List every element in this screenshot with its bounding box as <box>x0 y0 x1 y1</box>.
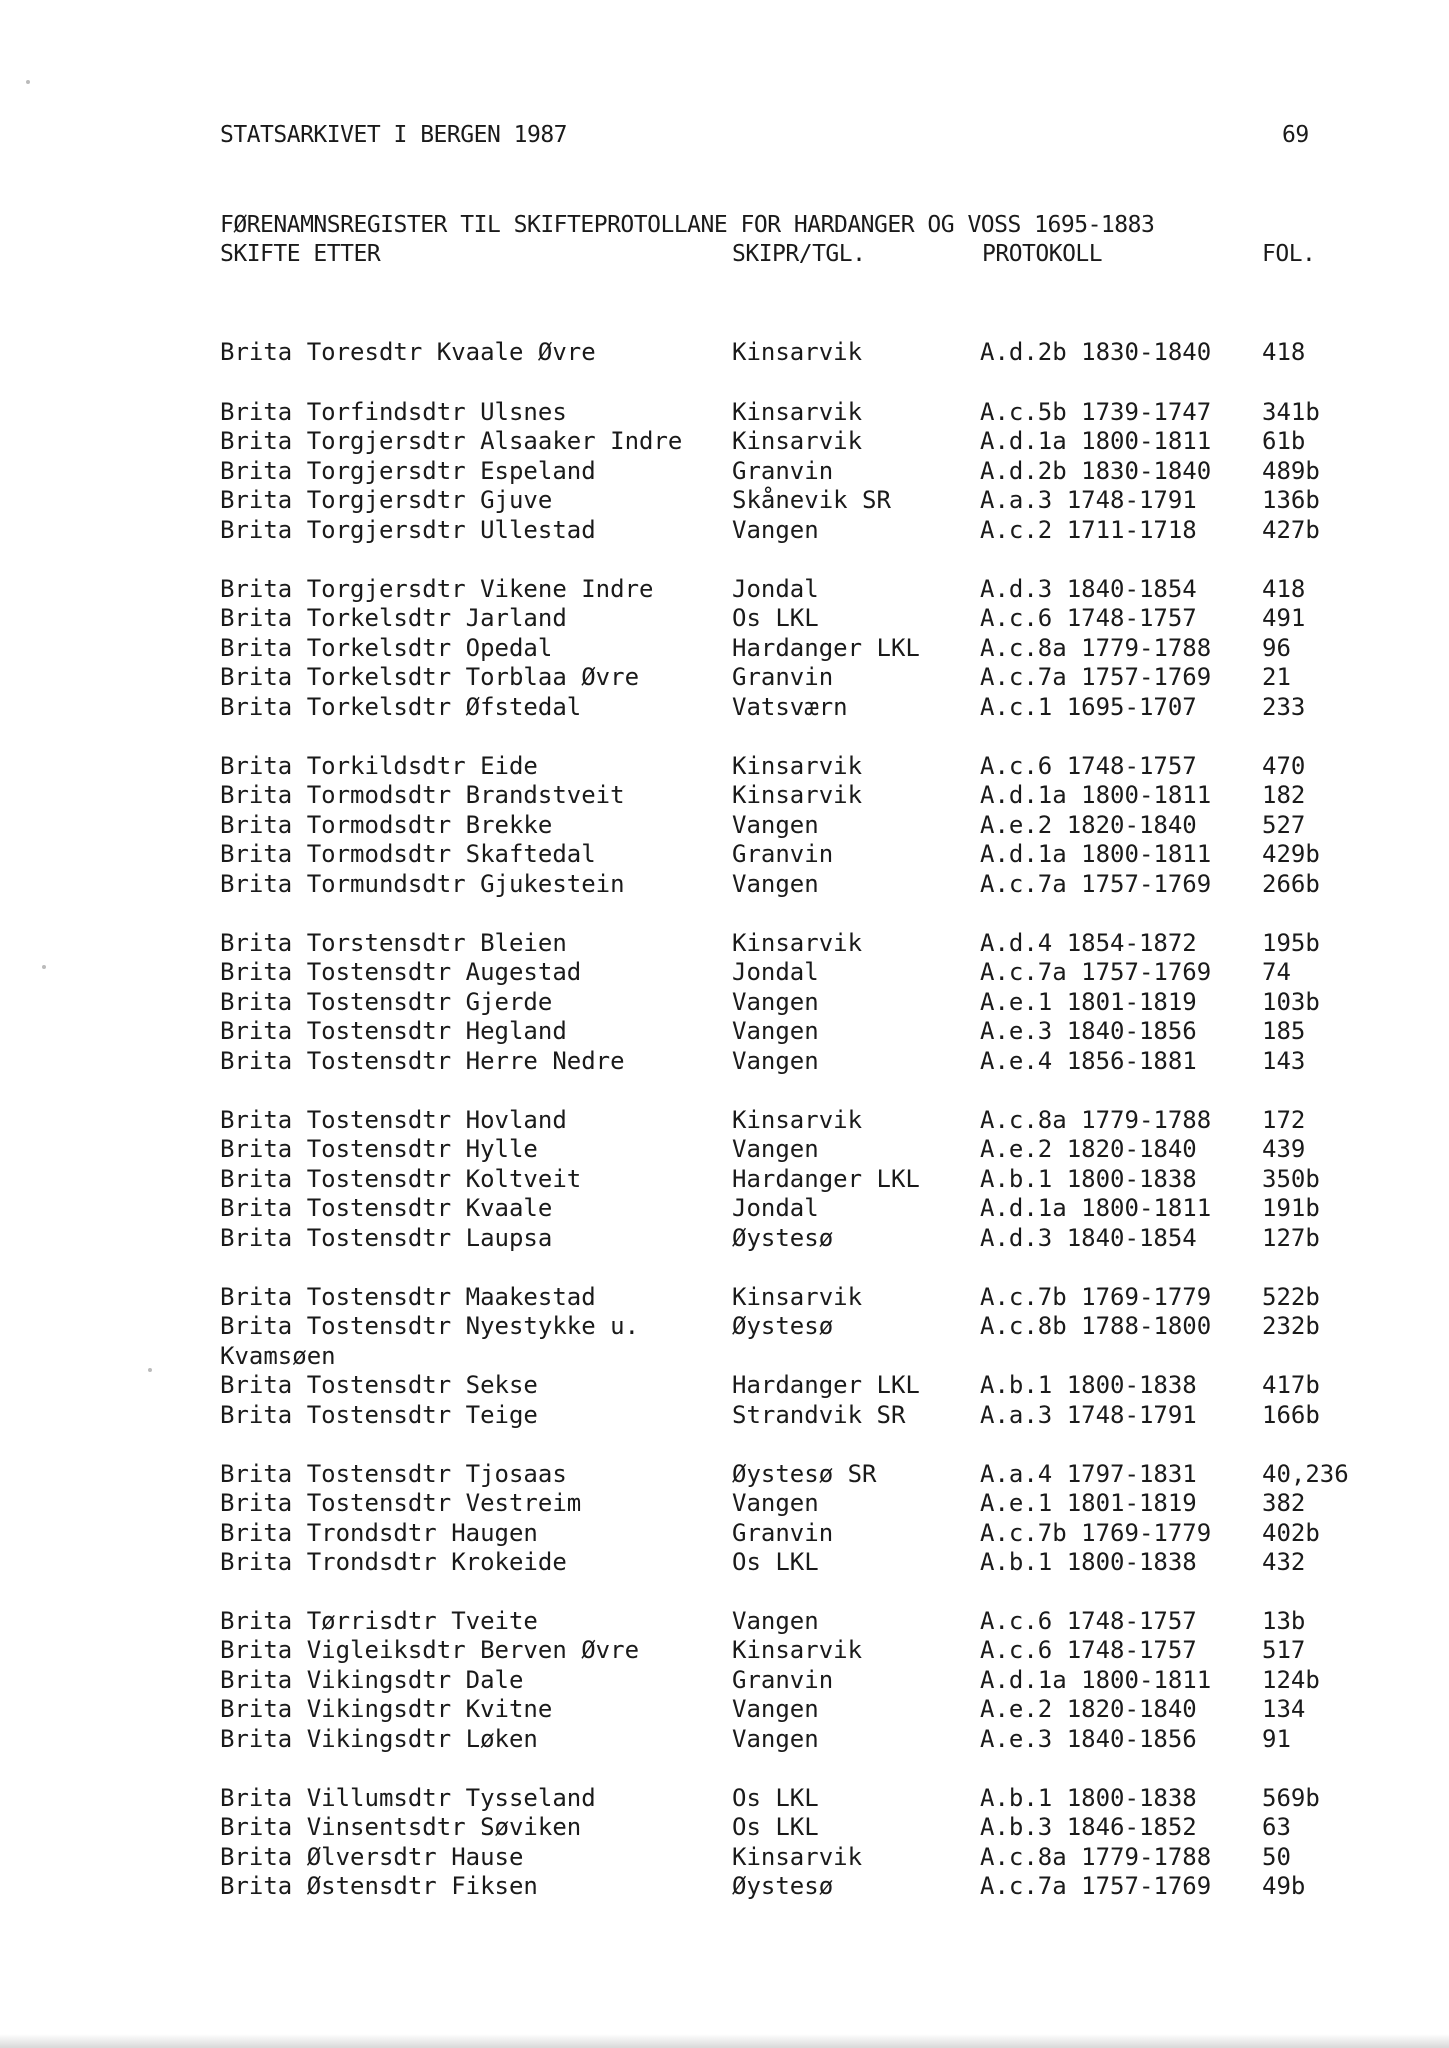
entry-name: Brita Tostensdtr Augestad <box>220 958 582 986</box>
register-row <box>0 1872 1449 1901</box>
register-row <box>0 988 1449 1017</box>
entry-protokoll: A.c.6 1748-1757 <box>980 1636 1197 1664</box>
register-row <box>0 1519 1449 1548</box>
entry-skipr: Strandvik SR <box>732 1401 906 1429</box>
entry-fol: 402b <box>1262 1519 1320 1547</box>
entry-protokoll: A.a.4 1797-1831 <box>980 1460 1197 1488</box>
entry-fol: 470 <box>1262 752 1306 780</box>
entry-protokoll: A.d.1a 1800-1811 <box>980 1666 1212 1694</box>
register-row <box>0 575 1449 604</box>
entry-protokoll: A.e.2 1820-1840 <box>980 1695 1197 1723</box>
entry-protokoll: A.e.1 1801-1819 <box>980 1489 1197 1517</box>
entry-fol: 350b <box>1262 1165 1320 1193</box>
register-row <box>0 693 1449 722</box>
entry-protokoll: A.c.7a 1757-1769 <box>980 1872 1212 1900</box>
entry-skipr: Hardanger LKL <box>732 1371 920 1399</box>
entry-fol: 136b <box>1262 486 1320 514</box>
entry-skipr: Vangen <box>732 1047 819 1075</box>
entry-protokoll: A.d.3 1840-1854 <box>980 575 1197 603</box>
entry-skipr: Kinsarvik <box>732 929 863 957</box>
entry-skipr: Jondal <box>732 1194 819 1222</box>
entry-name: Kvamsøen <box>220 1342 336 1370</box>
register-row <box>0 1666 1449 1695</box>
entry-protokoll: A.c.7a 1757-1769 <box>980 663 1212 691</box>
entry-protokoll: A.d.1a 1800-1811 <box>980 781 1212 809</box>
entry-protokoll: A.c.8a 1779-1788 <box>980 1843 1212 1871</box>
entry-protokoll: A.b.1 1800-1838 <box>980 1371 1197 1399</box>
entry-skipr: Vangen <box>732 1607 819 1635</box>
register-row <box>0 1607 1449 1636</box>
entry-name: Brita Villumsdtr Tysseland <box>220 1784 596 1812</box>
entry-protokoll: A.c.7b 1769-1779 <box>980 1519 1212 1547</box>
entry-name: Brita Torgjersdtr Ullestad <box>220 516 596 544</box>
entry-fol: 185 <box>1262 1017 1306 1045</box>
entry-skipr: Øystesø <box>732 1224 834 1252</box>
entry-protokoll: A.c.6 1748-1757 <box>980 1607 1197 1635</box>
entry-fol: 134 <box>1262 1695 1306 1723</box>
entry-name: Brita Tormodsdtr Brekke <box>220 811 553 839</box>
entry-name: Brita Østensdtr Fiksen <box>220 1872 538 1900</box>
entry-protokoll: A.d.1a 1800-1811 <box>980 840 1212 868</box>
entry-skipr: Kinsarvik <box>732 427 863 455</box>
entry-skipr: Kinsarvik <box>732 781 863 809</box>
entry-fol: 40,236 <box>1262 1460 1349 1488</box>
entry-name: Brita Tostensdtr Gjerde <box>220 988 553 1016</box>
entry-fol: 195b <box>1262 929 1320 957</box>
register-row <box>0 427 1449 456</box>
register-row <box>0 1548 1449 1577</box>
entry-skipr: Os LKL <box>732 1784 819 1812</box>
page-edge-shadow <box>0 2034 1449 2048</box>
entry-name: Brita Tørrisdtr Tveite <box>220 1607 538 1635</box>
entry-fol: 182 <box>1262 781 1306 809</box>
register-row <box>0 634 1449 663</box>
entry-name: Brita Tormodsdtr Skaftedal <box>220 840 596 868</box>
entry-name: Brita Torgjersdtr Vikene Indre <box>220 575 654 603</box>
scan-speck <box>148 1368 152 1372</box>
register-row <box>0 1312 1449 1341</box>
entry-protokoll: A.e.3 1840-1856 <box>980 1725 1197 1753</box>
entry-name: Brita Tostensdtr Nyestykke u. <box>220 1312 640 1340</box>
column-header-protokoll: PROTOKOLL <box>982 241 1103 267</box>
entry-skipr: Vangen <box>732 1695 819 1723</box>
entry-skipr: Vangen <box>732 870 819 898</box>
entry-fol: 91 <box>1262 1725 1291 1753</box>
entry-fol: 172 <box>1262 1106 1306 1134</box>
entry-name: Brita Torkelsdtr Torblaa Øvre <box>220 663 640 691</box>
register-row <box>0 958 1449 987</box>
register-row <box>0 516 1449 545</box>
entry-protokoll: A.c.7a 1757-1769 <box>980 870 1212 898</box>
register-row <box>0 486 1449 515</box>
scan-speck <box>42 965 46 969</box>
entry-protokoll: A.c.8b 1788-1800 <box>980 1312 1212 1340</box>
entry-protokoll: A.a.3 1748-1791 <box>980 486 1197 514</box>
entry-name: Brita Torkelsdtr Opedal <box>220 634 553 662</box>
entry-protokoll: A.c.5b 1739-1747 <box>980 398 1212 426</box>
entry-name: Brita Tostensdtr Teige <box>220 1401 538 1429</box>
entry-skipr: Kinsarvik <box>732 1636 863 1664</box>
entry-protokoll: A.c.7a 1757-1769 <box>980 958 1212 986</box>
entry-protokoll: A.e.2 1820-1840 <box>980 811 1197 839</box>
entry-skipr: Øystesø <box>732 1872 834 1900</box>
register-row <box>0 1224 1449 1253</box>
entry-protokoll: A.b.3 1846-1852 <box>980 1813 1197 1841</box>
entry-protokoll: A.d.2b 1830-1840 <box>980 338 1212 366</box>
entry-fol: 233 <box>1262 693 1306 721</box>
entry-name: Brita Torgjersdtr Gjuve <box>220 486 553 514</box>
register-row <box>0 1636 1449 1665</box>
register-row <box>0 1401 1449 1430</box>
register-row <box>0 840 1449 869</box>
entry-skipr: Kinsarvik <box>732 1283 863 1311</box>
entry-name: Brita Tormundsdtr Gjukestein <box>220 870 625 898</box>
entry-fol: 432 <box>1262 1548 1306 1576</box>
entry-fol: 96 <box>1262 634 1291 662</box>
register-row <box>0 338 1449 367</box>
entry-skipr: Os LKL <box>732 604 819 632</box>
register-row <box>0 1725 1449 1754</box>
entry-name: Brita Vinsentsdtr Søviken <box>220 1813 582 1841</box>
entry-skipr: Vatsværn <box>732 693 848 721</box>
entry-protokoll: A.e.2 1820-1840 <box>980 1135 1197 1163</box>
entry-fol: 439 <box>1262 1135 1306 1163</box>
entry-skipr: Vangen <box>732 988 819 1016</box>
entry-fol: 63 <box>1262 1813 1291 1841</box>
register-row <box>0 929 1449 958</box>
entry-name: Brita Tostensdtr Maakestad <box>220 1283 596 1311</box>
entry-protokoll: A.b.1 1800-1838 <box>980 1548 1197 1576</box>
entry-skipr: Granvin <box>732 1666 834 1694</box>
register-row <box>0 1135 1449 1164</box>
register-row <box>0 1371 1449 1400</box>
entry-name: Brita Vikingsdtr Kvitne <box>220 1695 553 1723</box>
entry-skipr: Skånevik SR <box>732 486 891 514</box>
entry-skipr: Hardanger LKL <box>732 634 920 662</box>
entry-skipr: Os LKL <box>732 1548 819 1576</box>
entry-skipr: Vangen <box>732 1017 819 1045</box>
register-row <box>0 663 1449 692</box>
entry-protokoll: A.d.4 1854-1872 <box>980 929 1197 957</box>
column-header-fol: FOL. <box>1262 241 1316 267</box>
entry-skipr: Jondal <box>732 575 819 603</box>
entry-fol: 103b <box>1262 988 1320 1016</box>
entry-fol: 143 <box>1262 1047 1306 1075</box>
entry-protokoll: A.a.3 1748-1791 <box>980 1401 1197 1429</box>
entry-name: Brita Tostensdtr Sekse <box>220 1371 538 1399</box>
entry-fol: 74 <box>1262 958 1291 986</box>
entry-protokoll: A.c.8a 1779-1788 <box>980 634 1212 662</box>
entry-name: Brita Torkelsdtr Jarland <box>220 604 567 632</box>
entry-name: Brita Ølversdtr Hause <box>220 1843 524 1871</box>
entry-name: Brita Vigleiksdtr Berven Øvre <box>220 1636 640 1664</box>
register-row <box>0 1342 1449 1371</box>
entry-protokoll: A.c.7b 1769-1779 <box>980 1283 1212 1311</box>
entry-name: Brita Tostensdtr Kvaale <box>220 1194 553 1222</box>
entry-name: Brita Vikingsdtr Løken <box>220 1725 538 1753</box>
entry-name: Brita Toresdtr Kvaale Øvre <box>220 338 596 366</box>
entry-fol: 232b <box>1262 1312 1320 1340</box>
entry-protokoll: A.c.2 1711-1718 <box>980 516 1197 544</box>
entry-skipr: Kinsarvik <box>732 338 863 366</box>
entry-protokoll: A.e.4 1856-1881 <box>980 1047 1197 1075</box>
entry-skipr: Øystesø SR <box>732 1460 877 1488</box>
entry-skipr: Kinsarvik <box>732 1106 863 1134</box>
entry-fol: 61b <box>1262 427 1306 455</box>
entry-name: Brita Torgjersdtr Alsaaker Indre <box>220 427 683 455</box>
entry-skipr: Vangen <box>732 1135 819 1163</box>
register-row <box>0 604 1449 633</box>
entry-protokoll: A.d.3 1840-1854 <box>980 1224 1197 1252</box>
entry-name: Brita Tostensdtr Tjosaas <box>220 1460 567 1488</box>
entry-name: Brita Torfindsdtr Ulsnes <box>220 398 567 426</box>
entry-name: Brita Vikingsdtr Dale <box>220 1666 524 1694</box>
entry-skipr: Vangen <box>732 811 819 839</box>
register-row <box>0 1460 1449 1489</box>
entry-fol: 50 <box>1262 1843 1291 1871</box>
entry-fol: 427b <box>1262 516 1320 544</box>
entry-name: Brita Trondsdtr Krokeide <box>220 1548 567 1576</box>
entry-name: Brita Tostensdtr Laupsa <box>220 1224 553 1252</box>
entry-fol: 417b <box>1262 1371 1320 1399</box>
register-row <box>0 1489 1449 1518</box>
entry-name: Brita Tormodsdtr Brandstveit <box>220 781 625 809</box>
register-row <box>0 398 1449 427</box>
register-row <box>0 1017 1449 1046</box>
entry-name: Brita Tostensdtr Hovland <box>220 1106 567 1134</box>
entry-fol: 382 <box>1262 1489 1306 1517</box>
register-row <box>0 1813 1449 1842</box>
entry-name: Brita Torkildsdtr Eide <box>220 752 538 780</box>
entry-fol: 166b <box>1262 1401 1320 1429</box>
register-row <box>0 457 1449 486</box>
register-row <box>0 1283 1449 1312</box>
entry-name: Brita Torkelsdtr Øfstedal <box>220 693 582 721</box>
entry-protokoll: A.c.6 1748-1757 <box>980 752 1197 780</box>
entry-name: Brita Trondsdtr Haugen <box>220 1519 538 1547</box>
entry-protokoll: A.d.1a 1800-1811 <box>980 1194 1212 1222</box>
entry-skipr: Vangen <box>732 516 819 544</box>
entry-name: Brita Tostensdtr Herre Nedre <box>220 1047 625 1075</box>
entry-name: Brita Tostensdtr Hylle <box>220 1135 538 1163</box>
entry-fol: 266b <box>1262 870 1320 898</box>
entry-protokoll: A.c.8a 1779-1788 <box>980 1106 1212 1134</box>
entry-fol: 49b <box>1262 1872 1306 1900</box>
entry-skipr: Granvin <box>732 663 834 691</box>
entry-fol: 491 <box>1262 604 1306 632</box>
entry-fol: 527 <box>1262 811 1306 839</box>
page-number: 69 <box>1282 122 1309 148</box>
register-row <box>0 1194 1449 1223</box>
entry-skipr: Vangen <box>732 1489 819 1517</box>
scan-speck <box>26 80 30 84</box>
entry-skipr: Hardanger LKL <box>732 1165 920 1193</box>
column-header-skipr: SKIPR/TGL. <box>732 241 866 267</box>
entry-fol: 517 <box>1262 1636 1306 1664</box>
entry-protokoll: A.c.6 1748-1757 <box>980 604 1197 632</box>
entry-name: Brita Tostensdtr Vestreim <box>220 1489 582 1517</box>
entry-fol: 429b <box>1262 840 1320 868</box>
register-row <box>0 1784 1449 1813</box>
entry-protokoll: A.b.1 1800-1838 <box>980 1784 1197 1812</box>
entry-skipr: Øystesø <box>732 1312 834 1340</box>
entry-skipr: Granvin <box>732 840 834 868</box>
entry-skipr: Kinsarvik <box>732 398 863 426</box>
register-title: FØRENAMNSREGISTER TIL SKIFTEPROTOLLANE FOR HARDANGER OG VOSS 1695-1883 <box>220 212 1155 238</box>
entry-fol: 522b <box>1262 1283 1320 1311</box>
entry-skipr: Granvin <box>732 457 834 485</box>
entry-skipr: Jondal <box>732 958 819 986</box>
entry-name: Brita Tostensdtr Koltveit <box>220 1165 582 1193</box>
entry-fol: 341b <box>1262 398 1320 426</box>
register-row <box>0 1695 1449 1724</box>
entry-skipr: Granvin <box>732 1519 834 1547</box>
entry-name: Brita Torstensdtr Bleien <box>220 929 567 957</box>
entry-skipr: Kinsarvik <box>732 1843 863 1871</box>
entry-fol: 21 <box>1262 663 1291 691</box>
entry-fol: 418 <box>1262 575 1306 603</box>
entry-skipr: Os LKL <box>732 1813 819 1841</box>
entry-name: Brita Torgjersdtr Espeland <box>220 457 596 485</box>
entry-fol: 191b <box>1262 1194 1320 1222</box>
entry-skipr: Vangen <box>732 1725 819 1753</box>
entry-fol: 418 <box>1262 338 1306 366</box>
register-row <box>0 811 1449 840</box>
entry-fol: 124b <box>1262 1666 1320 1694</box>
entry-protokoll: A.d.1a 1800-1811 <box>980 427 1212 455</box>
entry-fol: 489b <box>1262 457 1320 485</box>
entry-fol: 13b <box>1262 1607 1306 1635</box>
entry-name: Brita Tostensdtr Hegland <box>220 1017 567 1045</box>
entry-protokoll: A.b.1 1800-1838 <box>980 1165 1197 1193</box>
entry-protokoll: A.e.3 1840-1856 <box>980 1017 1197 1045</box>
entry-protokoll: A.e.1 1801-1819 <box>980 988 1197 1016</box>
entry-fol: 569b <box>1262 1784 1320 1812</box>
register-row <box>0 870 1449 899</box>
register-row <box>0 1106 1449 1135</box>
archive-header: STATSARKIVET I BERGEN 1987 <box>220 122 568 148</box>
entry-skipr: Kinsarvik <box>732 752 863 780</box>
register-row <box>0 1165 1449 1194</box>
register-row <box>0 1843 1449 1872</box>
register-row <box>0 1047 1449 1076</box>
register-row <box>0 781 1449 810</box>
register-row <box>0 752 1449 781</box>
entry-fol: 127b <box>1262 1224 1320 1252</box>
entry-protokoll: A.c.1 1695-1707 <box>980 693 1197 721</box>
column-header-name: SKIFTE ETTER <box>220 241 381 267</box>
entry-protokoll: A.d.2b 1830-1840 <box>980 457 1212 485</box>
